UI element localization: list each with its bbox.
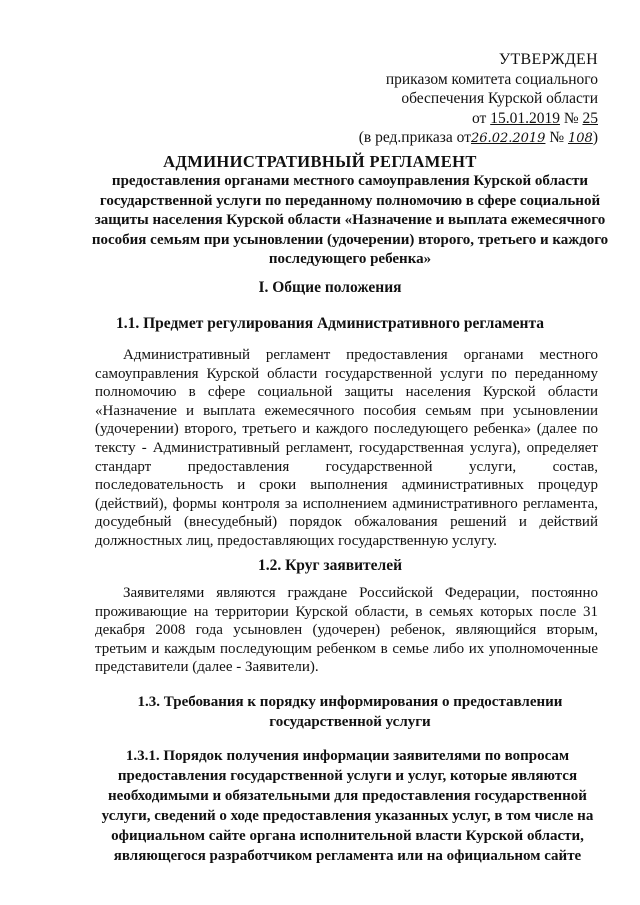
section-1-2-heading: 1.2. Круг заявителей [257, 557, 403, 574]
amendment-prefix: (в ред.приказа от [358, 129, 472, 146]
approval-date: 15.01.2019 [490, 109, 560, 127]
amendment-num-prefix: № [545, 129, 568, 146]
section-1-2-text: Заявителями являются граждане Российской Федерации, постоянно проживающие на территории Курской области, в семьях которых после 31 декабря 2008 года усыновлен (удочерен) ребенок, являющийся вторым, третьим и каждым последующим ребенком в семье либо их уполномоченные представители (далее - Заявители). [95, 585, 598, 676]
amendment-suffix: ) [592, 129, 598, 146]
approval-number: 25 [582, 109, 598, 127]
approval-date-line [359, 109, 598, 129]
section-1-heading: I. Общие положения [258, 279, 402, 296]
section-1-3-heading: 1.3. Требования к порядку информирования о предоставлении государственной услуги [137, 694, 563, 730]
section-1-1-text: Административный регламент предоставления органами местного самоуправления Курской области государственной услуги по переданному полномочию в сфере социальной защиты населения Курской области «Назначение и выплата ежемесячного пособия семьям при усыновлении (удочерении) второго, третьего и каждого последующего ребенка» (далее по тексту - Административный регламент, государственная услуга), определяет стандарт предоставления государственной услуги, состав, последовательность и сроки выполнения административных процедур (действий), формы контроля за исполнением административного регламента, досудебный (внесудебный) порядок обжалования решений и действий должностных лиц, предоставляющих государственную услугу. [95, 347, 598, 549]
approval-date-prefix: от [472, 109, 491, 127]
section-1-1-heading: 1.1. Предмет регулирования Административного регламента [115, 315, 545, 332]
approval-line-1: приказом комитета социального [385, 70, 598, 88]
amendment-line [359, 128, 598, 149]
approval-line-2: обеспечения Курской области [401, 90, 598, 107]
approval-title: УТВЕРЖДЕН [498, 51, 598, 68]
amendment-number: 108 [568, 131, 593, 146]
approval-num-prefix: № [559, 109, 583, 127]
section-1-3-1-heading: 1.3.1. Порядок получения информации заявителями по вопросам предоставления государственной услуги и услуг, которые являются необходимыми и обязательными для предоставления государственной услуги, сведений о ходе предоставления указанных услуг, в том числе на официальном сайте органа исполнительной власти Курской области, являющегося разработчиком регламента или на официальном сайте [101, 748, 594, 864]
amendment-date: 26.02.2019 [471, 131, 546, 146]
approval-block [359, 50, 598, 149]
document-subtitle: предоставления органами местного самоуправления Курской области государственной услуги по переданному полномочию в сфере социальной защиты населения Курской области «Назначение и выплата ежемесячного пособия семьям при усыновлении (удочерении) второго, третьего и каждого последующего ребенка» [91, 173, 609, 267]
document-title: АДМИНИСТРАТИВНЫЙ РЕГЛАМЕНТ [163, 152, 477, 171]
